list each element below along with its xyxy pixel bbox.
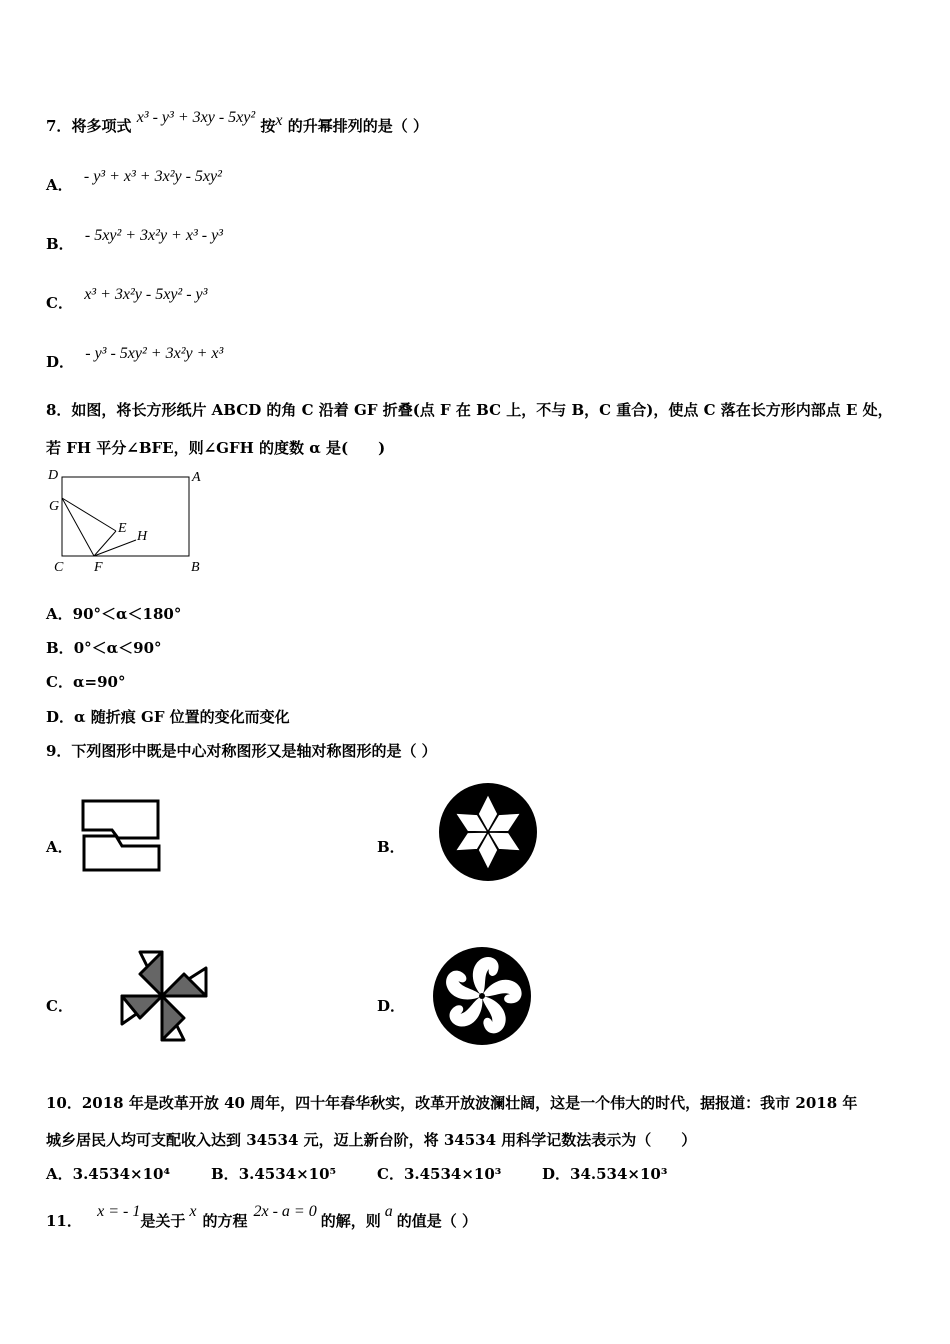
q11-expr1: x = - 1 — [97, 1203, 141, 1220]
q11-expr2: 2x - a = 0 — [253, 1203, 317, 1220]
q7-option-d[interactable] — [46, 345, 224, 372]
option-expr: - 5xy² + 3x²y + x³ - y³ — [84, 227, 223, 244]
option-text: 0°＜α＜90° — [73, 639, 162, 657]
q9-label-b[interactable]: B． — [377, 838, 405, 856]
segment-fh — [94, 540, 136, 556]
option-label: C． — [46, 673, 73, 691]
fold-line-gf — [62, 498, 94, 556]
option-label: D． — [542, 1165, 571, 1183]
option-label: C． — [46, 294, 73, 312]
q10-option-b[interactable] — [211, 1163, 336, 1184]
option-text: 90°＜α＜180° — [72, 605, 182, 623]
option-text: 3.4534×10⁴ — [72, 1165, 171, 1183]
point-c: C — [54, 560, 64, 575]
option-label: C． — [377, 1165, 404, 1183]
option-expr: - y³ + x³ + 3x²y - 5xy² — [83, 168, 222, 185]
q7-pre: 将多项式 — [71, 117, 132, 135]
q11-text1: 是关于 — [140, 1212, 186, 1230]
point-b: B — [191, 560, 200, 575]
q10-stem-line2: 城乡居民人均可支配收入达到 34534 元，迈上新台阶，将 34534 用科学记数法表示为（ ） — [46, 1131, 697, 1149]
point-d: D — [48, 468, 59, 483]
q9-stem: 9．下列图形中既是中心对称图形又是轴对称图形的是（ ） — [46, 742, 437, 760]
q8-option-b[interactable] — [46, 637, 162, 658]
q11-var: x — [189, 1203, 197, 1220]
option-label: B． — [46, 639, 74, 657]
q11-stem — [46, 1203, 477, 1231]
q7-mid: 按 — [260, 117, 276, 135]
q11-text2: 的方程 — [202, 1212, 248, 1230]
q10-option-c[interactable] — [377, 1163, 501, 1184]
q9-label-d[interactable]: D． — [377, 997, 406, 1015]
option-label: B． — [211, 1165, 239, 1183]
q9-figure-b-snowflake-circle[interactable] — [437, 781, 539, 883]
option-text: α=90° — [72, 673, 126, 691]
option-label: A． — [46, 1165, 73, 1183]
q8-option-d[interactable] — [46, 706, 290, 727]
point-f: F — [94, 560, 103, 575]
q9-figure-a-interlocking-squares[interactable] — [80, 798, 164, 874]
option-expr: x³ + 3x²y - 5xy² - y³ — [84, 286, 208, 303]
q8-rectangle-figure — [44, 465, 214, 580]
option-label: B． — [46, 235, 74, 253]
q10-option-d[interactable] — [542, 1163, 667, 1184]
q7-option-b[interactable] — [46, 227, 223, 254]
q7-var: x — [275, 112, 283, 129]
q7-option-c[interactable] — [46, 286, 208, 313]
q7-post: 的升幂排列的是（ ） — [287, 117, 428, 135]
option-text: α 随折痕 GF 位置的变化而变化 — [74, 708, 290, 726]
option-text: 34.534×10³ — [570, 1165, 668, 1183]
q9-figure-d-bauhinia-flower[interactable] — [431, 945, 533, 1047]
q8-option-a[interactable] — [46, 603, 181, 624]
q7-stem — [46, 109, 428, 136]
segment-ge — [62, 498, 116, 531]
q10-stem-line1: 10．2018 年是改革开放 40 周年，四十年春华秋实，改革开放波澜壮阔，这是一个伟大的时代，据报道：我市 2018 年 — [46, 1094, 858, 1112]
q7-polynomial: x³ - y³ + 3xy - 5xy² — [136, 109, 256, 126]
option-text: 3.4534×10³ — [403, 1165, 502, 1183]
q9-label-a[interactable]: A． — [46, 838, 73, 856]
q11-number: 11． — [46, 1212, 82, 1230]
point-a: A — [192, 470, 201, 485]
q10-option-a[interactable] — [46, 1163, 170, 1184]
option-expr: - y³ - 5xy² + 3x²y + x³ — [85, 345, 224, 362]
option-label: D． — [46, 708, 75, 726]
q8-stem-line2: 若 FH 平分∠BFE，则∠GFH 的度数 α 是( ) — [46, 439, 386, 457]
q9-figure-c-pinwheel[interactable] — [118, 948, 210, 1044]
option-label: A． — [46, 605, 73, 623]
q8-option-c[interactable] — [46, 671, 125, 692]
option-text: 3.4534×10⁵ — [238, 1165, 337, 1183]
point-g: G — [49, 499, 60, 514]
option-label: D． — [46, 353, 75, 371]
point-h: H — [137, 529, 148, 544]
option-label: A． — [46, 176, 73, 194]
q8-stem-line1: 8．如图，将长方形纸片 ABCD 的角 C 沿着 GF 折叠(点 F 在 BC 上，不与 B，C 重合)，使点 C 落在长方形内部点 E 处， — [46, 401, 893, 419]
q7-option-a[interactable] — [46, 168, 222, 195]
point-e: E — [118, 521, 127, 536]
q7-number: 7． — [46, 117, 72, 135]
q11-text3: 的解，则 — [320, 1212, 381, 1230]
q9-label-c[interactable]: C． — [46, 997, 73, 1015]
q11-var2: a — [384, 1203, 393, 1220]
q11-text4: 的值是（ ） — [396, 1212, 477, 1230]
